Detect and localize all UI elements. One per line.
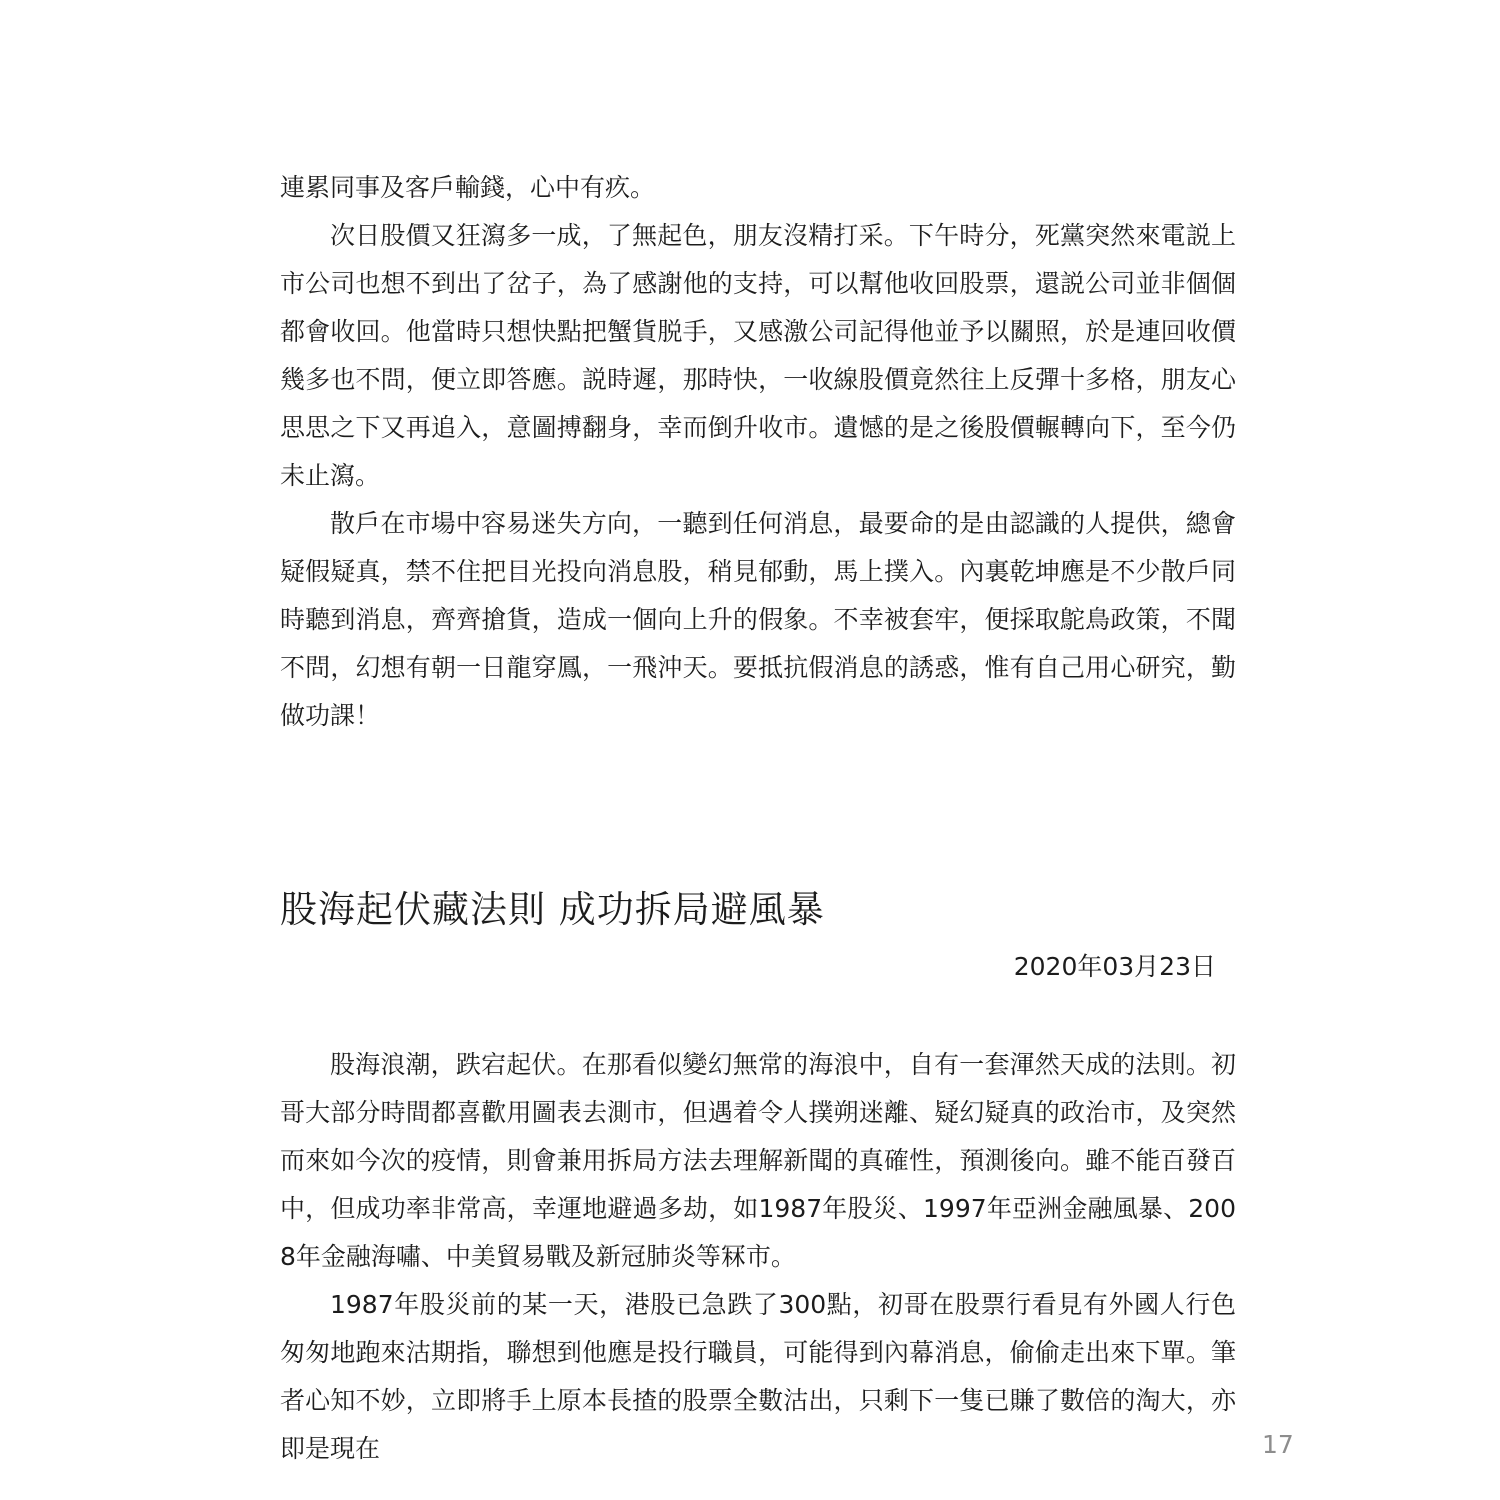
page-content: [280, 164, 1236, 1473]
article-title: 股海起伏藏法則 成功拆局避風暴: [280, 888, 825, 931]
paragraph: 股海浪潮，跌宕起伏。在那看似變幻無常的海浪中，自有一套渾然天成的法則。初哥大部分時間都喜歡用圖表去測市，但遇着令人撲朔迷離、疑幻疑真的政治市，及突然而來如今次的疫情，則會兼用拆局方法去理解新聞的真確性，預測後向。雖不能百發百中，但成功率非常高，幸運地避過多劫，如1987年股災、1997年亞洲金融風暴、2008年金融海嘯、中美貿易戰及新冠肺炎等冧市。: [280, 1050, 1236, 1271]
paragraph: 次日股價又狂瀉多一成，了無起色，朋友沒精打采。下午時分，死黨突然來電説上市公司也想不到出了岔子，為了感謝他的支持，可以幫他收回股票，還説公司並非個個都會收回。他當時只想快點把蟹貨脱手，又感激公司記得他並予以關照，於是連回收價幾多也不問，便立即答應。説時遲，那時快，一收線股價竟然往上反彈十多格，朋友心思思之下又再追入，意圖搏翻身，幸而倒升收市。遺憾的是之後股價輾轉向下，至今仍未止瀉。: [280, 221, 1236, 490]
paragraph-continued: 連累同事及客戶輸錢，心中有疚。: [280, 173, 656, 202]
paragraph: 1987年股災前的某一天，港股已急跌了300點，初哥在股票行看見有外國人行色匆匆地跑來沽期指，聯想到他應是投行職員，可能得到內幕消息，偷偷走出來下單。筆者心知不妙，立即將手上原本長揸的股票全數沽出，只剩下一隻已賺了數倍的淘大，亦即是現在: [280, 1290, 1236, 1463]
paragraph: 散戶在市場中容易迷失方向，一聽到任何消息，最要命的是由認識的人提供，總會疑假疑真，禁不住把目光投向消息股，稍見郁動，馬上撲入。內裏乾坤應是不少散戶同時聽到消息，齊齊搶貨，造成一個向上升的假象。不幸被套牢，便採取鴕鳥政策，不聞不問，幻想有朝一日龍穿鳳，一飛沖天。要抵抗假消息的誘惑，惟有自己用心研究，勤做功課！: [280, 509, 1236, 730]
article-date: 2020年03月23日: [1013, 952, 1216, 981]
page-number: 17: [1262, 1430, 1294, 1459]
